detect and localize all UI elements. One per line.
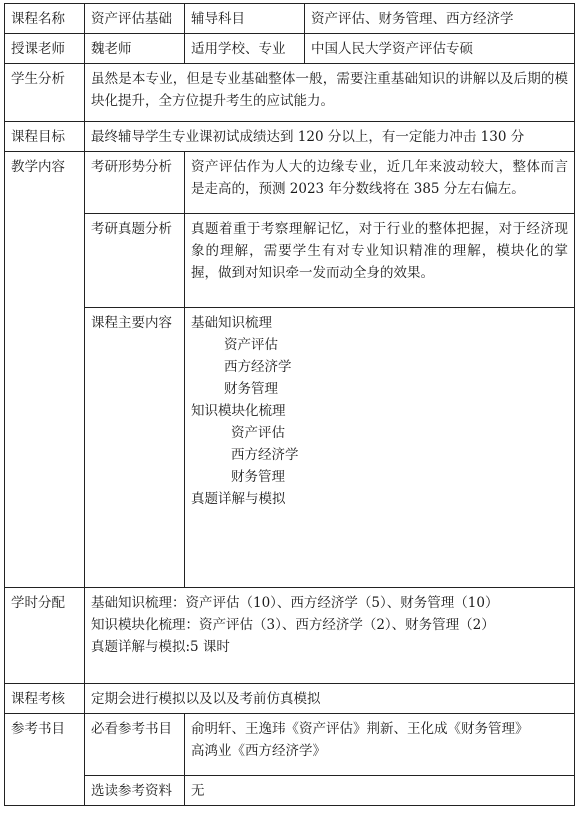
hours-label: 学时分配 [5, 588, 85, 684]
course-name-label: 课程名称 [5, 4, 85, 34]
row-assessment [5, 684, 575, 714]
hours-content [85, 588, 575, 684]
main-item-modular: 知识模块化梳理 [191, 403, 286, 419]
main-item-basics: 基础知识梳理 [191, 315, 272, 331]
required-books-line-2: 高鸿业《西方经济学》 [191, 743, 326, 759]
hours-line-modular: 知识模块化梳理：资产评估（3）、西方经济学（2）、财务管理（2） [91, 617, 495, 633]
teaching-content-label: 教学内容 [5, 152, 85, 588]
row-optional-books [5, 776, 575, 806]
school-value: 中国人民大学资产评估专硕 [305, 34, 575, 64]
required-books-list [185, 714, 575, 776]
subject-value: 资产评估、财务管理、西方经济学 [305, 4, 575, 34]
exam-label: 考研真题分析 [85, 214, 185, 308]
student-analysis-label: 学生分析 [5, 64, 85, 122]
assessment-label: 课程考核 [5, 684, 85, 714]
main-item-finance: 财务管理 [224, 381, 278, 397]
references-label: 参考书目 [5, 714, 85, 806]
required-books-label: 必看参考书目 [85, 714, 185, 776]
school-label: 适用学校、专业 [185, 34, 305, 64]
row-course-goal [5, 122, 575, 152]
optional-books-text: 无 [185, 776, 575, 806]
trend-text: 资产评估作为人大的边缘专业，近几年来波动较大，整体而言是走高的，预测 2023 年分数线将在 385 分左右偏左。 [185, 152, 575, 214]
subject-label: 辅导科目 [185, 4, 305, 34]
row-hours [5, 588, 575, 684]
hours-line-basics: 基础知识梳理：资产评估（10）、西方经济学（5）、财务管理（10） [91, 595, 499, 611]
required-books-line-1: 俞明轩、王逸玮《资产评估》荆新、王化成《财务管理》 [191, 721, 529, 737]
teacher-value: 魏老师 [85, 34, 185, 64]
main-item-finance-2: 财务管理 [231, 469, 285, 485]
row-teacher [5, 34, 575, 64]
teacher-label: 授课老师 [5, 34, 85, 64]
main-item-asset-eval: 资产评估 [224, 337, 278, 353]
assessment-text: 定期会进行模拟以及以及考前仿真模拟 [85, 684, 575, 714]
course-name-value: 资产评估基础 [85, 4, 185, 34]
main-content-label: 课程主要内容 [85, 308, 185, 588]
row-exam [5, 214, 575, 308]
main-item-exam-practice: 真题详解与模拟 [191, 491, 286, 507]
row-course-name [5, 4, 575, 34]
optional-books-label: 选读参考资料 [85, 776, 185, 806]
row-trend [5, 152, 575, 214]
trend-label: 考研形势分析 [85, 152, 185, 214]
exam-text: 真题着重于考察理解记忆，对于行业的整体把握，对于经济现象的理解，需要学生有对专业知识精准的理解，模块化的掌握，做到对知识牵一发而动全身的效果。 [185, 214, 575, 308]
course-goal-label: 课程目标 [5, 122, 85, 152]
row-student-analysis [5, 64, 575, 122]
course-plan-table [4, 3, 575, 806]
main-content-list [185, 308, 575, 588]
main-item-economics-2: 西方经济学 [231, 447, 299, 463]
student-analysis-text: 虽然是本专业，但是专业基础整体一般，需要注重基础知识的讲解以及后期的模块化提升，全方位提升考生的应试能力。 [85, 64, 575, 122]
row-required-books [5, 714, 575, 776]
main-item-economics: 西方经济学 [224, 359, 292, 375]
main-item-asset-eval-2: 资产评估 [231, 425, 285, 441]
hours-line-exam: 真题详解与模拟:5 课时 [91, 639, 230, 655]
course-goal-text: 最终辅导学生专业课初试成绩达到 120 分以上，有一定能力冲击 130 分 [85, 122, 575, 152]
row-main-content [5, 308, 575, 588]
